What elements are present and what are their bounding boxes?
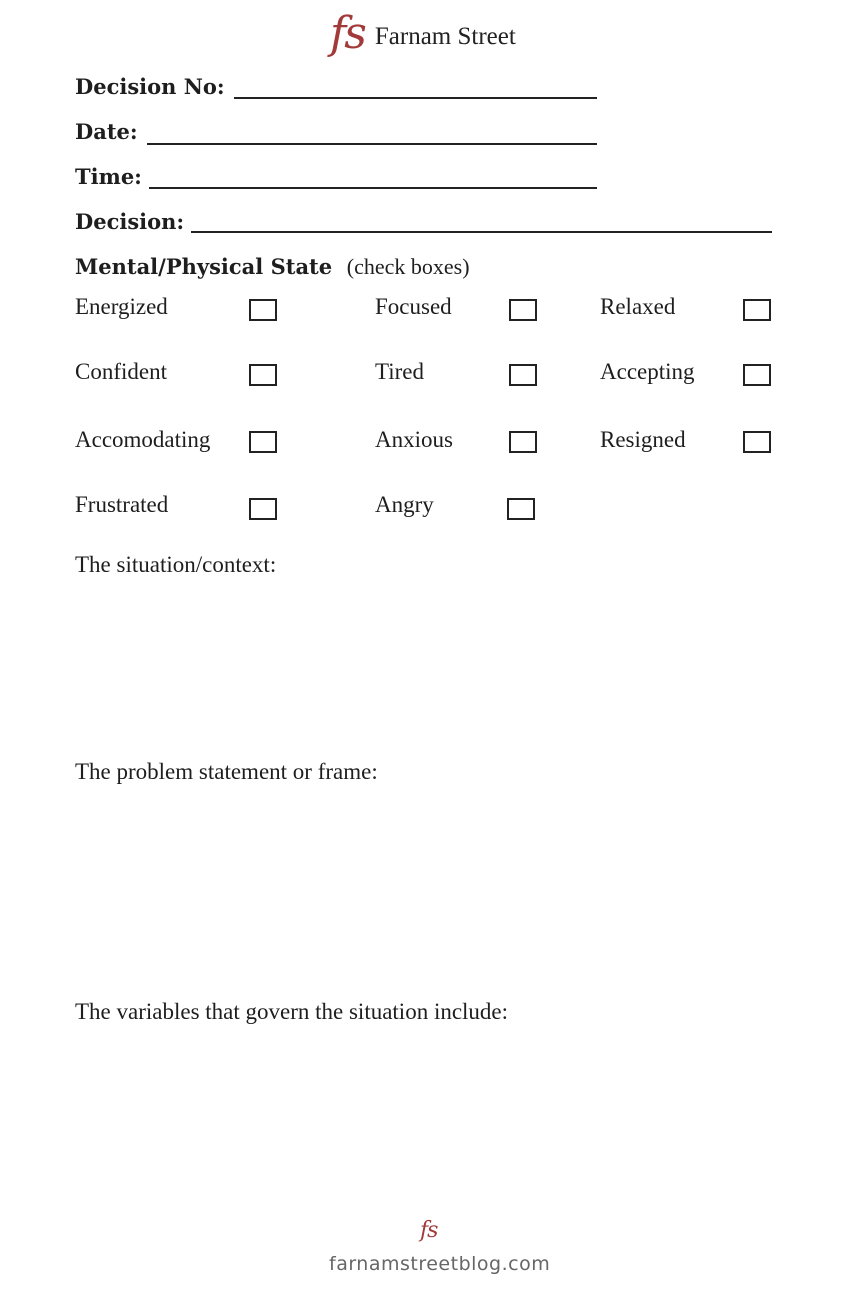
option-label: Resigned bbox=[600, 427, 686, 452]
option-label: Confident bbox=[75, 359, 167, 384]
decision-label: Decision: bbox=[75, 209, 185, 234]
header-logo bbox=[330, 8, 516, 59]
option-label: Energized bbox=[75, 294, 168, 319]
option-label: Accepting bbox=[600, 359, 695, 384]
date-field[interactable] bbox=[147, 143, 597, 145]
relaxed-checkbox[interactable] bbox=[743, 299, 771, 321]
problem-writing-area[interactable] bbox=[75, 792, 775, 982]
problem-prompt: The problem statement or frame: bbox=[75, 759, 378, 784]
decision-no-field[interactable] bbox=[234, 97, 597, 99]
energized-checkbox[interactable] bbox=[249, 299, 277, 321]
fs-logo-icon: fs bbox=[330, 8, 365, 59]
option-label: Relaxed bbox=[600, 294, 676, 319]
option-label: Anxious bbox=[375, 427, 453, 452]
accomodating-checkbox[interactable] bbox=[249, 431, 277, 453]
time-field[interactable] bbox=[149, 187, 597, 189]
situation-writing-area[interactable] bbox=[75, 585, 775, 745]
footer-url: farnamstreetblog.com bbox=[329, 1253, 551, 1275]
option-label: Frustrated bbox=[75, 492, 169, 517]
brand-name: Farnam Street bbox=[374, 23, 516, 50]
focused-checkbox[interactable] bbox=[509, 299, 537, 321]
option-label: Accomodating bbox=[75, 427, 211, 452]
option-label: Tired bbox=[375, 359, 424, 384]
resigned-checkbox[interactable] bbox=[743, 431, 771, 453]
confident-checkbox[interactable] bbox=[249, 364, 277, 386]
angry-checkbox[interactable] bbox=[507, 498, 535, 520]
anxious-checkbox[interactable] bbox=[509, 431, 537, 453]
variables-writing-area[interactable] bbox=[75, 1032, 775, 1202]
accepting-checkbox[interactable] bbox=[743, 364, 771, 386]
state-hint: (check boxes) bbox=[346, 254, 470, 279]
state-title: Mental/Physical State bbox=[75, 254, 333, 279]
decision-field[interactable] bbox=[191, 231, 772, 233]
time-label: Time: bbox=[75, 164, 142, 189]
footer-fs-logo-icon: fs bbox=[420, 1218, 438, 1243]
variables-prompt: The variables that govern the situation include: bbox=[75, 999, 509, 1024]
tired-checkbox[interactable] bbox=[509, 364, 537, 386]
state-heading bbox=[75, 254, 470, 280]
decision-no-label: Decision No: bbox=[75, 74, 225, 99]
date-label: Date: bbox=[75, 119, 138, 144]
option-label: Angry bbox=[375, 492, 434, 517]
situation-prompt: The situation/context: bbox=[75, 552, 277, 577]
frustrated-checkbox[interactable] bbox=[249, 498, 277, 520]
option-label: Focused bbox=[375, 294, 452, 319]
